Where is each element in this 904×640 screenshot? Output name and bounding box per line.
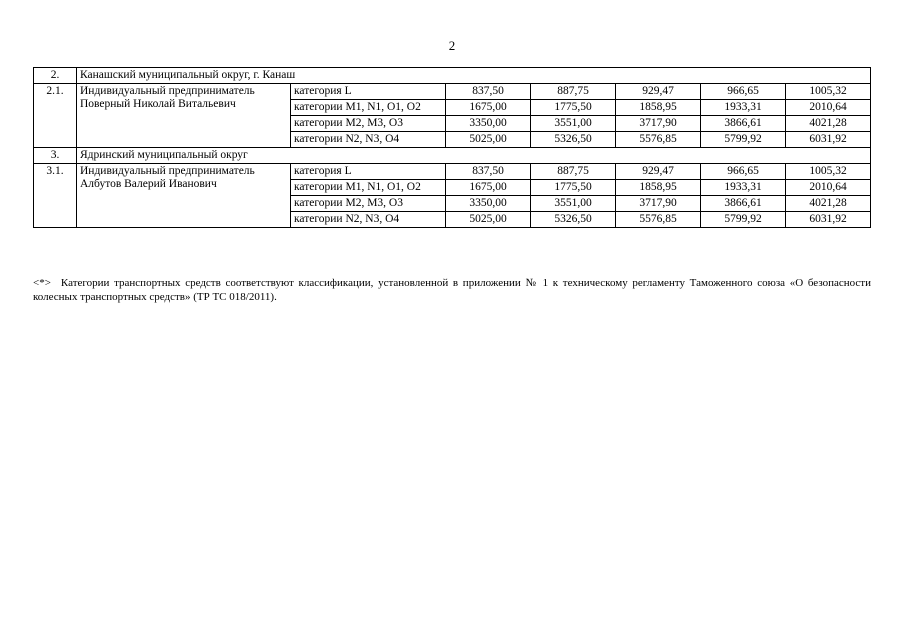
value-cell: 3717,90 — [616, 116, 701, 132]
section-number: 3. — [34, 148, 77, 164]
table-row — [34, 84, 871, 100]
category-cell: категории M2, M3, O3 — [291, 196, 446, 212]
value-cell: 6031,92 — [786, 132, 871, 148]
value-cell: 2010,64 — [786, 180, 871, 196]
value-cell: 929,47 — [616, 84, 701, 100]
value-cell: 5025,00 — [446, 212, 531, 228]
value-cell: 5799,92 — [701, 132, 786, 148]
value-cell: 5025,00 — [446, 132, 531, 148]
value-cell: 1005,32 — [786, 84, 871, 100]
value-cell: 3551,00 — [531, 196, 616, 212]
footnote-text: Категории транспортных средств соответствуют классификации, установленной в приложении № 1 к техническому регламенту Таможенного союза «О безопасности колесных транспортных средств» (ТР ТС 018/2011). — [33, 277, 871, 303]
entry-number: 2.1. — [34, 84, 77, 148]
value-cell: 929,47 — [616, 164, 701, 180]
footnote — [33, 276, 871, 304]
category-cell: категория L — [291, 84, 446, 100]
value-cell: 1775,50 — [531, 100, 616, 116]
value-cell: 6031,92 — [786, 212, 871, 228]
entity-name: Индивидуальный предприниматель Поверный Николай Витальевич — [77, 84, 291, 148]
category-cell: категория L — [291, 164, 446, 180]
value-cell: 887,75 — [531, 84, 616, 100]
value-cell: 5326,50 — [531, 212, 616, 228]
section-row — [34, 68, 871, 84]
value-cell: 1675,00 — [446, 180, 531, 196]
section-number: 2. — [34, 68, 77, 84]
category-cell: категории M1, N1, O1, O2 — [291, 180, 446, 196]
footnote-marker: <*> — [33, 277, 51, 289]
value-cell: 3866,61 — [701, 116, 786, 132]
category-cell: категории N2, N3, O4 — [291, 212, 446, 228]
value-cell: 1775,50 — [531, 180, 616, 196]
value-cell: 966,65 — [701, 84, 786, 100]
value-cell: 4021,28 — [786, 196, 871, 212]
value-cell: 3866,61 — [701, 196, 786, 212]
section-title: Канашский муниципальный округ, г. Канаш — [77, 68, 871, 84]
value-cell: 1858,95 — [616, 180, 701, 196]
tariff-table — [33, 67, 871, 228]
value-cell: 1933,31 — [701, 100, 786, 116]
value-cell: 5576,85 — [616, 212, 701, 228]
category-cell: категории N2, N3, O4 — [291, 132, 446, 148]
value-cell: 4021,28 — [786, 116, 871, 132]
value-cell: 5576,85 — [616, 132, 701, 148]
value-cell: 966,65 — [701, 164, 786, 180]
value-cell: 887,75 — [531, 164, 616, 180]
table-row — [34, 164, 871, 180]
entry-number: 3.1. — [34, 164, 77, 228]
value-cell: 1933,31 — [701, 180, 786, 196]
page-number: 2 — [448, 38, 456, 53]
value-cell: 1858,95 — [616, 100, 701, 116]
value-cell: 2010,64 — [786, 100, 871, 116]
section-title: Ядринский муниципальный округ — [77, 148, 871, 164]
value-cell: 3551,00 — [531, 116, 616, 132]
value-cell: 1675,00 — [446, 100, 531, 116]
value-cell: 837,50 — [446, 164, 531, 180]
category-cell: категории M2, M3, O3 — [291, 116, 446, 132]
value-cell: 3717,90 — [616, 196, 701, 212]
value-cell: 3350,00 — [446, 116, 531, 132]
value-cell: 1005,32 — [786, 164, 871, 180]
value-cell: 5326,50 — [531, 132, 616, 148]
section-row — [34, 148, 871, 164]
value-cell: 837,50 — [446, 84, 531, 100]
category-cell: категории M1, N1, O1, O2 — [291, 100, 446, 116]
entity-name: Индивидуальный предприниматель Албутов Валерий Иванович — [77, 164, 291, 228]
value-cell: 3350,00 — [446, 196, 531, 212]
value-cell: 5799,92 — [701, 212, 786, 228]
